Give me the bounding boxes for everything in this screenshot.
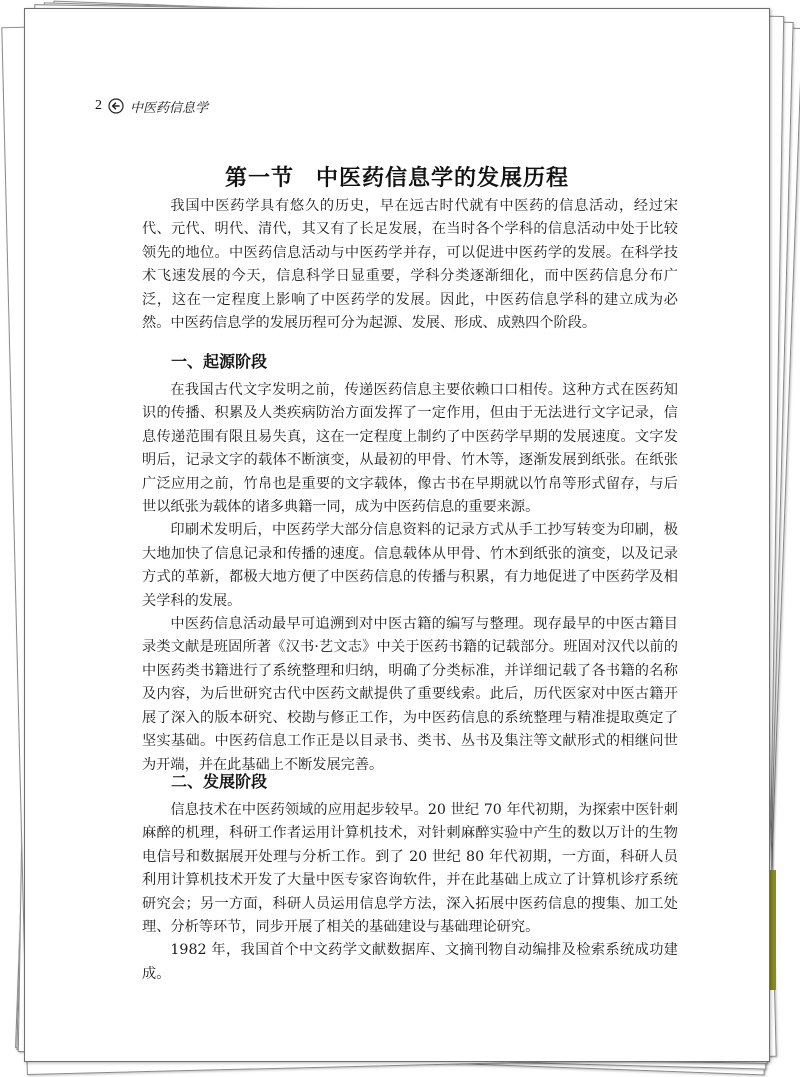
paragraph: 中医药信息活动最早可追溯到对中医古籍的编写与整理。现存最早的中医古籍目录类文献是班固所著《汉书·艺文志》中关于医药书籍的记载部分。班固对汉代以前的中医药类书籍进行了系统整理和归纳，明确了分类标准，并详细记载了各书籍的名称及内容，为后世研究古代中医药文献提供了重要线索。此后，历代医家对中医古籍开展了深入的版本研究、校勘与修正工作，为中医药信息的系统整理与精准提取奠定了坚实基础。中医药信息工作正是以目录书、类书、丛书及集注等文献形式的相继问世为开端，并在此基础上不断发展完善。	[142, 616, 678, 773]
chapter-title-text: 中医药信息学的发展历程	[316, 166, 570, 191]
paragraph: 信息技术在中医药领域的应用起步较早。20 世纪 70 年代初期，为探索中医针刺麻醉的机理，科研工作者运用计算机技术，对针刺麻醉实验中产生的数以万计的生物电信号和数据展开处理与分析工作。到了 20 世纪 80 年代初期，一方面，科研人员利用计算机技术开发了大量中医专家咨询软件，并在此基础上成立了计算机诊疗系统研究会；另一方面，科研人员运用信息学方法，深入拓展中医药信息的搜集、加工处理、分析等环节，同步开展了相关的基础建设与基础理论研究。	[142, 802, 678, 936]
section-heading-origin: 一、起源阶段	[171, 352, 268, 371]
book-title: 中医药信息学	[130, 100, 209, 116]
section-heading-development: 二、发展阶段	[171, 772, 268, 791]
paragraph: 印刷术发明后，中医药学大部分信息资料的记录方式从手工抄写转变为印刷，极大地加快了信息记录和传播的速度。信息载体从甲骨、竹木到纸张的演变，以及记录方式的革新，都极大地方便了中医药信息的传播与积累，有力地促进了中医药学及相关学科的发展。	[142, 522, 678, 609]
intro-paragraph: 我国中医药学具有悠久的历史，早在远古时代就有中医药的信息活动，经过宋代、元代、明代、清代，其又有了长足发展，在当时各个学科的信息活动中处于比较领先的地位。中医药信息活动与中医药学并存，可以促进中医药学的发展。在科学技术飞速发展的今天，信息科学日显重要，学科分类逐渐细化，而中医药信息分布广泛，这在一定程度上影响了中医药学的发展。因此，中医药信息学科的建立成为必然。中医药信息学的发展历程可分为起源、发展、形成、成熟四个阶段。	[142, 198, 678, 332]
paragraph: 在我国古代文字发明之前，传递医药信息主要依赖口口相传。这种方式在医药知识的传播、积累及人类疾病防治方面发挥了一定作用，但由于无法进行文字记录，信息传递范围有限且易失真，这在一定程度上制约了中医药学早期的发展速度。文字发明后，记录文字的载体不断演变，从最初的甲骨、竹木等，逐渐发展到纸张。在纸张广泛应用之前，竹帛也是重要的文字载体，像古书在早期就以竹帛等形式留存，与后世以纸张为载体的诸多典籍一同，成为中医药信息的重要来源。	[142, 382, 678, 516]
chapter-title	[25, 161, 769, 192]
chapter-number: 第一节	[224, 166, 294, 191]
intro-block	[142, 195, 678, 335]
section-development-body	[142, 799, 678, 986]
page-number: 2	[95, 98, 102, 113]
back-arrow-icon	[108, 98, 124, 114]
running-head	[95, 95, 208, 117]
book-page	[24, 8, 770, 1062]
paragraph: 1982 年，我国首个中文药学文献数据库、文摘刊物自动编排及检索系统成功建成。	[142, 942, 678, 982]
section-origin-body	[142, 379, 678, 777]
